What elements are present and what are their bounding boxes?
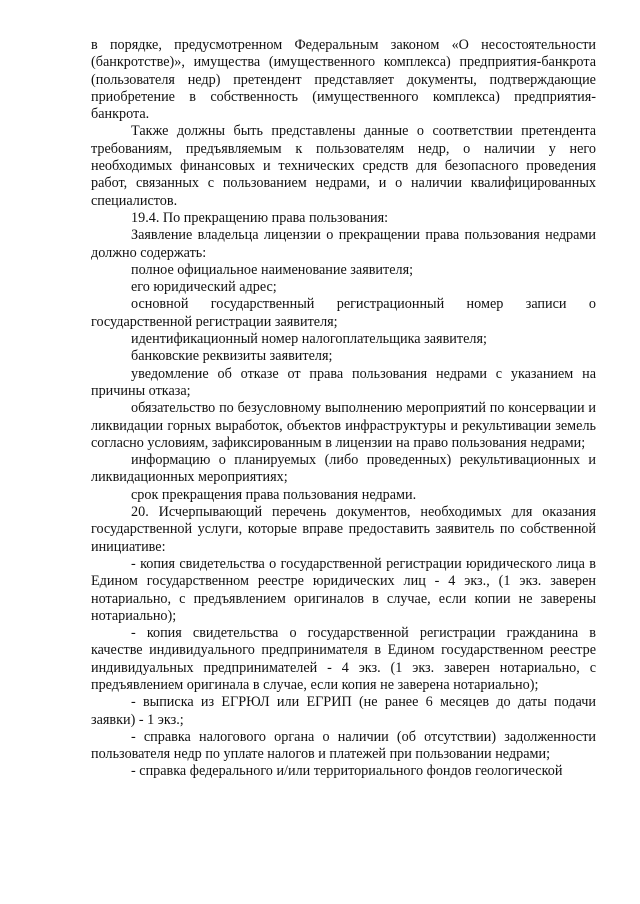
list-item-official-name: полное официальное наименование заявителя; — [131, 261, 414, 278]
list-item-tax-certificate: - справка налогового органа о наличии (об отсутствии) задолженности пользователя недр по уплате налогов и платежей при пользовании недрами; — [91, 728, 596, 763]
paragraph-applicant-requirements: Также должны быть представлены данные о соответствии претендента требованиям, предъявляемым к пользователям недр, о наличии у него необходимых финансовых и технических средств для безопасного проведения работ, связанных с пользованием недрами, и о наличии квалифицированных специалистов. — [91, 123, 596, 209]
list-item-entrepreneur-certificate: - копия свидетельства о государственной регистрации гражданина в качестве индивидуального предпринимателя в Едином государственном реестре индивидуальных предпринимателей - 4 экз. (1 экз. заверен нотариально, с предъявлением оригинала в случае, если копия не заверена нотариально); — [91, 625, 596, 693]
document-page — [91, 37, 596, 781]
section-heading-19-4: 19.4. По прекращению права пользования: — [131, 209, 389, 226]
list-item-geological-fund-certificate: - справка федерального и/или территориального фондов геологической — [131, 763, 563, 780]
list-item-obligation: обязательство по безусловному выполнению мероприятий по консервации и ликвидации горных выработок, объектов инфраструктуры и рекультивации земель согласно условиям, зафиксированным в лицензии на право пользования недрами; — [91, 400, 596, 451]
list-item-reclamation-info: информацию о планируемых (либо проведенных) рекультивационных и ликвидационных мероприятиях; — [91, 452, 596, 486]
list-item-termination-date: срок прекращения права пользования недрами. — [131, 486, 417, 503]
list-item-registry-extract: - выписка из ЕГРЮЛ или ЕГРИП (не ранее 6 месяцев до даты подачи заявки) - 1 экз.; — [91, 694, 596, 728]
list-item-legal-address: его юридический адрес; — [131, 279, 277, 296]
list-item-inn: идентификационный номер налогоплательщика заявителя; — [131, 331, 487, 348]
paragraph-bankruptcy-property: в порядке, предусмотренном Федеральным законом «О несостоятельности (банкротстве)», имущества (имущественного комплекса) предприятия-банкрота (пользователя недр) претендент представляет документы, подтверждающие приобретение в собственность (имущественного комплекса) предприятия-банкрота. — [91, 37, 596, 123]
section-heading-20: 20. Исчерпывающий перечень документов, необходимых для оказания государственной услуги, которые вправе предоставить заявитель по собственной инициативе: — [91, 504, 596, 555]
list-item-ogrn: основной государственный регистрационный номер записи о государственной регистрации заявителя; — [91, 296, 596, 330]
list-item-bank-details: банковские реквизиты заявителя; — [131, 348, 333, 365]
list-item-refusal-notice: уведомление об отказе от права пользования недрами с указанием на причины отказа; — [91, 365, 596, 399]
list-item-legal-entity-certificate: - копия свидетельства о государственной регистрации юридического лица в Едином государственном реестре юридических лиц - 4 экз., (1 экз. заверен нотариально, с предъявлением оригиналов в случае, если копии не заверены нотариально); — [91, 555, 596, 624]
paragraph-termination-application: Заявление владельца лицензии о прекращении права пользования недрами должно содержать: — [91, 227, 596, 261]
